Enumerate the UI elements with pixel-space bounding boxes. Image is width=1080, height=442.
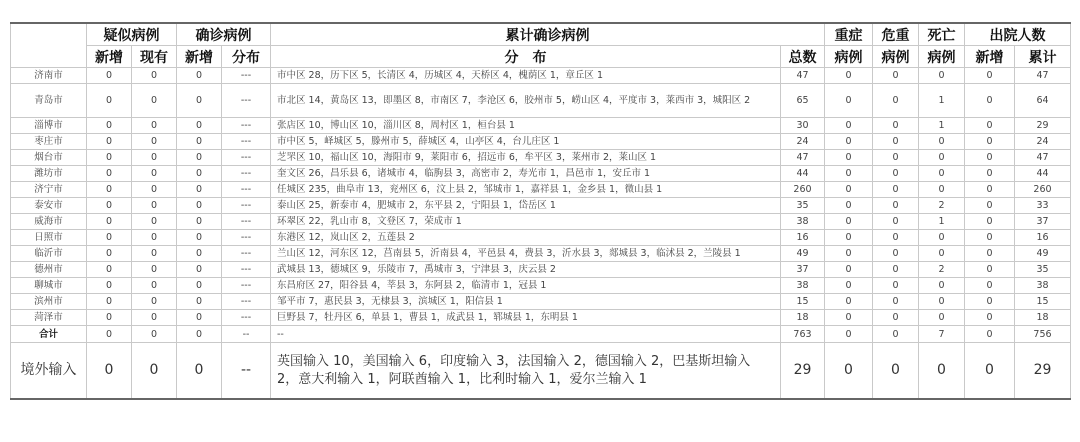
death-cell: 0 [919, 134, 965, 150]
cumulative-total-cell: 38 [781, 214, 825, 230]
critical-cell: 0 [873, 262, 919, 278]
death-cell: 0 [919, 230, 965, 246]
suspected-current-cell: 0 [132, 214, 177, 230]
district-distribution-cell: 市中区 5，峄城区 5，滕州市 5，薛城区 4，山亭区 4，台儿庄区 1 [271, 134, 781, 150]
suspected-new-cell: 0 [87, 68, 132, 84]
city-name-cell: 泰安市 [11, 198, 87, 214]
critical-cell: 0 [873, 134, 919, 150]
severe-cell: 0 [825, 246, 873, 262]
table-row [11, 182, 1071, 198]
discharged-new-cell: 0 [965, 68, 1015, 84]
confirmed-distribution-cell: --- [222, 118, 271, 134]
city-name-cell: 临沂市 [11, 246, 87, 262]
suspected-new-cell: 0 [87, 310, 132, 326]
confirmed-distribution-cell: --- [222, 68, 271, 84]
district-distribution-cell: 任城区 235，曲阜市 13，兖州区 6，汶上县 2，邹城市 1，嘉祥县 1，金乡县 1，微山县 1 [271, 182, 781, 198]
discharged-total-cell: 24 [1015, 134, 1071, 150]
city-name-cell: 境外输入 [11, 343, 87, 400]
discharged-total-cell: 35 [1015, 262, 1071, 278]
district-distribution-cell: 武城县 13，德城区 9，乐陵市 7，禹城市 3，宁津县 3，庆云县 2 [271, 262, 781, 278]
header-confirmed-distribution: 分布 [222, 46, 271, 68]
death-cell: 0 [919, 182, 965, 198]
death-cell: 0 [919, 166, 965, 182]
confirmed-new-cell: 0 [177, 214, 222, 230]
header-critical-cases: 病例 [873, 46, 919, 68]
confirmed-new-cell: 0 [177, 294, 222, 310]
critical-cell: 0 [873, 182, 919, 198]
cumulative-total-cell: 44 [781, 166, 825, 182]
table-body [11, 68, 1071, 400]
confirmed-distribution-cell: --- [222, 310, 271, 326]
cumulative-total-cell: 16 [781, 230, 825, 246]
suspected-current-cell: 0 [132, 118, 177, 134]
suspected-current-cell: 0 [132, 246, 177, 262]
city-name-cell: 济南市 [11, 68, 87, 84]
city-name-cell: 烟台市 [11, 150, 87, 166]
discharged-total-cell: 33 [1015, 198, 1071, 214]
death-cell: 0 [919, 343, 965, 400]
discharged-total-cell: 29 [1015, 343, 1071, 400]
confirmed-distribution-cell: --- [222, 84, 271, 118]
confirmed-new-cell: 0 [177, 198, 222, 214]
suspected-new-cell: 0 [87, 166, 132, 182]
confirmed-new-cell: 0 [177, 166, 222, 182]
critical-cell: 0 [873, 278, 919, 294]
suspected-new-cell: 0 [87, 84, 132, 118]
confirmed-distribution-cell: --- [222, 166, 271, 182]
confirmed-distribution-cell: --- [222, 214, 271, 230]
case-statistics-table [10, 22, 1071, 400]
critical-cell: 0 [873, 326, 919, 343]
cumulative-total-cell: 29 [781, 343, 825, 400]
header-discharged-total: 累计 [1015, 46, 1071, 68]
severe-cell: 0 [825, 118, 873, 134]
table-row [11, 150, 1071, 166]
severe-cell: 0 [825, 166, 873, 182]
header-city-blank [11, 23, 87, 68]
suspected-current-cell: 0 [132, 343, 177, 400]
header-severe-cases: 病例 [825, 46, 873, 68]
suspected-current-cell: 0 [132, 278, 177, 294]
discharged-total-cell: 44 [1015, 166, 1071, 182]
death-cell: 2 [919, 198, 965, 214]
header-discharged-new: 新增 [965, 46, 1015, 68]
confirmed-new-cell: 0 [177, 343, 222, 400]
discharged-total-cell: 38 [1015, 278, 1071, 294]
critical-cell: 0 [873, 150, 919, 166]
header-critical: 危重 [873, 23, 919, 46]
severe-cell: 0 [825, 182, 873, 198]
suspected-new-cell: 0 [87, 326, 132, 343]
district-distribution-cell: 兰山区 12，河东区 12，莒南县 5，沂南县 4，平邑县 4，费县 3，沂水县 3，郯城县 3，临沭县 2，兰陵县 1 [271, 246, 781, 262]
confirmed-distribution-cell: -- [222, 326, 271, 343]
critical-cell: 0 [873, 166, 919, 182]
discharged-new-cell: 0 [965, 326, 1015, 343]
discharged-new-cell: 0 [965, 198, 1015, 214]
header-discharged: 出院人数 [965, 23, 1071, 46]
discharged-new-cell: 0 [965, 230, 1015, 246]
discharged-total-cell: 47 [1015, 150, 1071, 166]
suspected-new-cell: 0 [87, 134, 132, 150]
suspected-new-cell: 0 [87, 230, 132, 246]
suspected-current-cell: 0 [132, 230, 177, 246]
cumulative-total-cell: 47 [781, 150, 825, 166]
discharged-new-cell: 0 [965, 278, 1015, 294]
city-name-cell: 青岛市 [11, 84, 87, 118]
discharged-new-cell: 0 [965, 343, 1015, 400]
discharged-total-cell: 260 [1015, 182, 1071, 198]
confirmed-new-cell: 0 [177, 134, 222, 150]
severe-cell: 0 [825, 310, 873, 326]
table-row [11, 198, 1071, 214]
cumulative-total-cell: 49 [781, 246, 825, 262]
critical-cell: 0 [873, 294, 919, 310]
critical-cell: 0 [873, 310, 919, 326]
discharged-total-cell: 18 [1015, 310, 1071, 326]
critical-cell: 0 [873, 84, 919, 118]
discharged-new-cell: 0 [965, 84, 1015, 118]
district-distribution-cell: 东昌府区 27，阳谷县 4，莘县 3，东阿县 2，临清市 1，冠县 1 [271, 278, 781, 294]
city-name-cell: 滨州市 [11, 294, 87, 310]
city-name-cell: 潍坊市 [11, 166, 87, 182]
city-name-cell: 合计 [11, 326, 87, 343]
suspected-new-cell: 0 [87, 262, 132, 278]
table-row [11, 262, 1071, 278]
cumulative-total-cell: 15 [781, 294, 825, 310]
death-cell: 0 [919, 150, 965, 166]
table-row [11, 118, 1071, 134]
cumulative-total-cell: 18 [781, 310, 825, 326]
suspected-current-cell: 0 [132, 198, 177, 214]
confirmed-new-cell: 0 [177, 150, 222, 166]
discharged-new-cell: 0 [965, 294, 1015, 310]
header-cumulative: 累计确诊病例 [271, 23, 825, 46]
confirmed-new-cell: 0 [177, 84, 222, 118]
suspected-current-cell: 0 [132, 166, 177, 182]
critical-cell: 0 [873, 118, 919, 134]
confirmed-new-cell: 0 [177, 310, 222, 326]
confirmed-distribution-cell: --- [222, 134, 271, 150]
suspected-new-cell: 0 [87, 182, 132, 198]
discharged-total-cell: 49 [1015, 246, 1071, 262]
cumulative-total-cell: 763 [781, 326, 825, 343]
confirmed-new-cell: 0 [177, 182, 222, 198]
district-distribution-cell: -- [271, 326, 781, 343]
severe-cell: 0 [825, 68, 873, 84]
suspected-new-cell: 0 [87, 294, 132, 310]
discharged-new-cell: 0 [965, 166, 1015, 182]
district-distribution-cell: 泰山区 25，新泰市 4，肥城市 2，东平县 2，宁阳县 1，岱岳区 1 [271, 198, 781, 214]
suspected-new-cell: 0 [87, 278, 132, 294]
death-cell: 0 [919, 68, 965, 84]
death-cell: 0 [919, 310, 965, 326]
discharged-new-cell: 0 [965, 246, 1015, 262]
city-name-cell: 菏泽市 [11, 310, 87, 326]
confirmed-new-cell: 0 [177, 68, 222, 84]
cumulative-total-cell: 38 [781, 278, 825, 294]
discharged-new-cell: 0 [965, 118, 1015, 134]
header-suspected-current: 现有 [132, 46, 177, 68]
critical-cell: 0 [873, 68, 919, 84]
severe-cell: 0 [825, 230, 873, 246]
severe-cell: 0 [825, 150, 873, 166]
critical-cell: 0 [873, 230, 919, 246]
district-distribution-cell: 张店区 10，博山区 10，淄川区 8，周村区 1，桓台县 1 [271, 118, 781, 134]
table-row [11, 310, 1071, 326]
suspected-new-cell: 0 [87, 198, 132, 214]
severe-cell: 0 [825, 294, 873, 310]
confirmed-new-cell: 0 [177, 278, 222, 294]
confirmed-distribution-cell: --- [222, 230, 271, 246]
header-suspected-new: 新增 [87, 46, 132, 68]
cumulative-total-cell: 24 [781, 134, 825, 150]
severe-cell: 0 [825, 84, 873, 118]
cumulative-total-cell: 65 [781, 84, 825, 118]
confirmed-distribution-cell: --- [222, 198, 271, 214]
table-row [11, 278, 1071, 294]
severe-cell: 0 [825, 214, 873, 230]
discharged-total-cell: 15 [1015, 294, 1071, 310]
cumulative-total-cell: 30 [781, 118, 825, 134]
table-row [11, 246, 1071, 262]
header-suspected: 疑似病例 [87, 23, 177, 46]
suspected-current-cell: 0 [132, 134, 177, 150]
severe-cell: 0 [825, 134, 873, 150]
death-cell: 2 [919, 262, 965, 278]
table-row [11, 230, 1071, 246]
city-name-cell: 枣庄市 [11, 134, 87, 150]
death-cell: 0 [919, 278, 965, 294]
suspected-new-cell: 0 [87, 214, 132, 230]
severe-cell: 0 [825, 262, 873, 278]
confirmed-new-cell: 0 [177, 118, 222, 134]
cumulative-total-cell: 260 [781, 182, 825, 198]
suspected-current-cell: 0 [132, 326, 177, 343]
city-name-cell: 聊城市 [11, 278, 87, 294]
discharged-new-cell: 0 [965, 310, 1015, 326]
discharged-new-cell: 0 [965, 150, 1015, 166]
district-distribution-cell: 环翠区 22，乳山市 8，文登区 7，荣成市 1 [271, 214, 781, 230]
discharged-total-cell: 16 [1015, 230, 1071, 246]
city-name-cell: 济宁市 [11, 182, 87, 198]
critical-cell: 0 [873, 214, 919, 230]
critical-cell: 0 [873, 198, 919, 214]
table-row [11, 134, 1071, 150]
suspected-new-cell: 0 [87, 246, 132, 262]
critical-cell: 0 [873, 343, 919, 400]
confirmed-distribution-cell: --- [222, 246, 271, 262]
suspected-current-cell: 0 [132, 68, 177, 84]
overseas-imported-row [11, 343, 1071, 400]
suspected-new-cell: 0 [87, 118, 132, 134]
table-row [11, 294, 1071, 310]
header-severe: 重症 [825, 23, 873, 46]
discharged-total-cell: 64 [1015, 84, 1071, 118]
header-cumulative-total: 总数 [781, 46, 825, 68]
death-cell: 1 [919, 84, 965, 118]
confirmed-distribution-cell: --- [222, 278, 271, 294]
cumulative-total-cell: 47 [781, 68, 825, 84]
district-distribution-cell: 奎文区 26，昌乐县 6，诸城市 4，临朐县 3，高密市 2，寿光市 1，昌邑市 1，安丘市 1 [271, 166, 781, 182]
confirmed-new-cell: 0 [177, 326, 222, 343]
header-death: 死亡 [919, 23, 965, 46]
confirmed-distribution-cell: --- [222, 182, 271, 198]
severe-cell: 0 [825, 326, 873, 343]
table-row [11, 84, 1071, 118]
district-distribution-cell: 巨野县 7，牡丹区 6，单县 1，曹县 1，成武县 1，郓城县 1，东明县 1 [271, 310, 781, 326]
discharged-total-cell: 756 [1015, 326, 1071, 343]
confirmed-new-cell: 0 [177, 262, 222, 278]
district-distribution-cell: 东港区 12，岚山区 2，五莲县 2 [271, 230, 781, 246]
suspected-current-cell: 0 [132, 84, 177, 118]
cumulative-total-cell: 35 [781, 198, 825, 214]
suspected-current-cell: 0 [132, 262, 177, 278]
suspected-new-cell: 0 [87, 150, 132, 166]
discharged-total-cell: 37 [1015, 214, 1071, 230]
suspected-new-cell: 0 [87, 343, 132, 400]
discharged-total-cell: 29 [1015, 118, 1071, 134]
discharged-new-cell: 0 [965, 182, 1015, 198]
table-header [11, 23, 1071, 68]
district-distribution-cell: 市中区 28，历下区 5，长清区 4，历城区 4，天桥区 4，槐荫区 1，章丘区 1 [271, 68, 781, 84]
confirmed-new-cell: 0 [177, 230, 222, 246]
city-name-cell: 德州市 [11, 262, 87, 278]
table-row [11, 68, 1071, 84]
discharged-new-cell: 0 [965, 262, 1015, 278]
severe-cell: 0 [825, 343, 873, 400]
death-cell: 7 [919, 326, 965, 343]
district-distribution-cell: 芝罘区 10，福山区 10，海阳市 9，莱阳市 6，招远市 6，牟平区 3，莱州市 2，莱山区 1 [271, 150, 781, 166]
discharged-new-cell: 0 [965, 214, 1015, 230]
death-cell: 0 [919, 246, 965, 262]
header-confirmed-new: 新增 [177, 46, 222, 68]
death-cell: 0 [919, 294, 965, 310]
confirmed-distribution-cell: --- [222, 150, 271, 166]
header-confirmed: 确诊病例 [177, 23, 271, 46]
discharged-total-cell: 47 [1015, 68, 1071, 84]
city-name-cell: 日照市 [11, 230, 87, 246]
cumulative-total-cell: 37 [781, 262, 825, 278]
suspected-current-cell: 0 [132, 310, 177, 326]
total-row [11, 326, 1071, 343]
severe-cell: 0 [825, 278, 873, 294]
discharged-new-cell: 0 [965, 134, 1015, 150]
header-death-cases: 病例 [919, 46, 965, 68]
confirmed-distribution-cell: --- [222, 262, 271, 278]
death-cell: 1 [919, 118, 965, 134]
table-row [11, 166, 1071, 182]
case-statistics-table-container [10, 22, 1070, 400]
city-name-cell: 淄博市 [11, 118, 87, 134]
confirmed-distribution-cell: --- [222, 294, 271, 310]
district-distribution-cell: 英国输入 10，美国输入 6，印度输入 3，法国输入 2，德国输入 2，巴基斯坦输入 2，意大利输入 1，阿联酋输入 1，比利时输入 1，爱尔兰输入 1 [271, 343, 781, 400]
confirmed-distribution-cell: -- [222, 343, 271, 400]
critical-cell: 0 [873, 246, 919, 262]
confirmed-new-cell: 0 [177, 246, 222, 262]
header-cumulative-distribution: 分 布 [271, 46, 781, 68]
district-distribution-cell: 市北区 14，黄岛区 13，即墨区 8，市南区 7，李沧区 6，胶州市 5，崂山区 4，平度市 3，莱西市 3，城阳区 2 [271, 84, 781, 118]
severe-cell: 0 [825, 198, 873, 214]
death-cell: 1 [919, 214, 965, 230]
city-name-cell: 威海市 [11, 214, 87, 230]
suspected-current-cell: 0 [132, 150, 177, 166]
table-row [11, 214, 1071, 230]
suspected-current-cell: 0 [132, 182, 177, 198]
suspected-current-cell: 0 [132, 294, 177, 310]
district-distribution-cell: 邹平市 7，惠民县 3，无棣县 3，滨城区 1，阳信县 1 [271, 294, 781, 310]
